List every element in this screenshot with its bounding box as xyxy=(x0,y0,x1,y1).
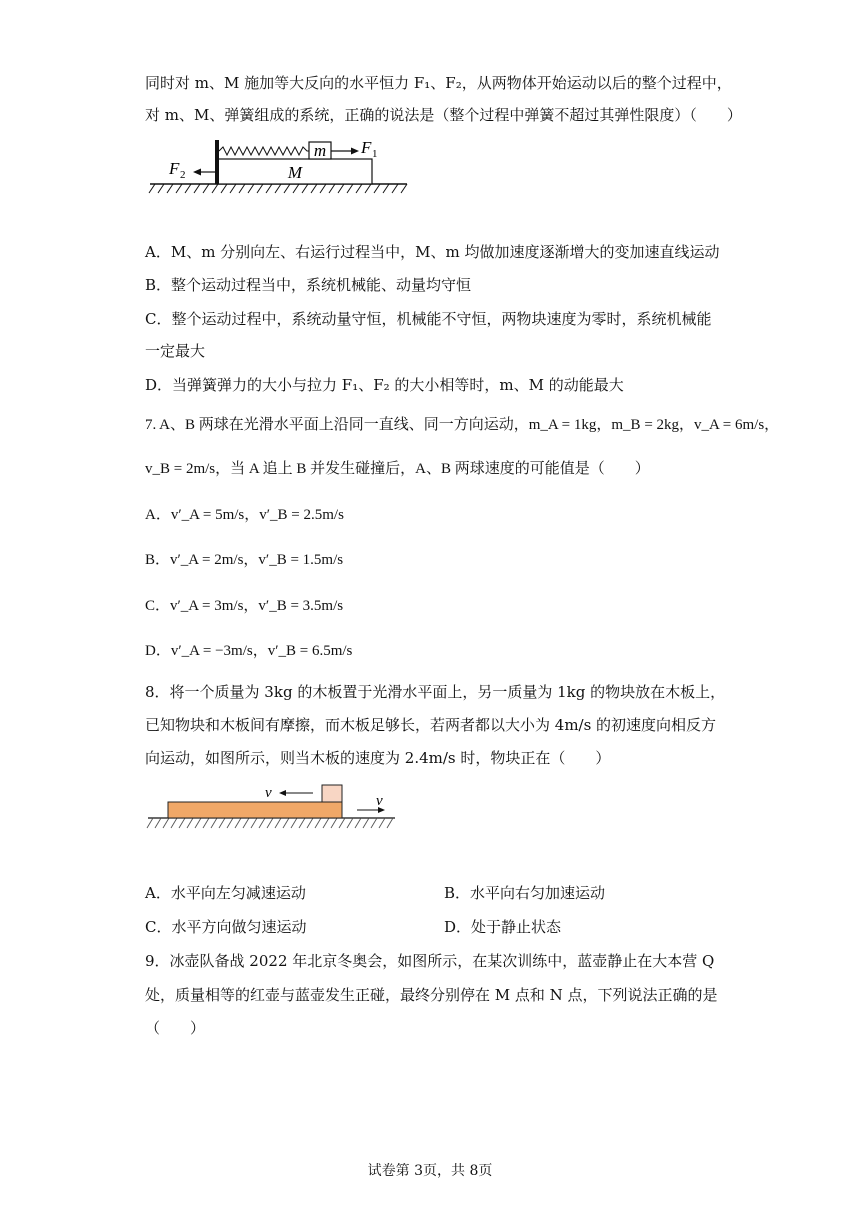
q6-option-c-cont: 一定最大 xyxy=(145,342,206,360)
q7-stem-line-2: v_B = 2m/s，当 A 追上 B 并发生碰撞后，A、B 两球速度的可能值是（ ） xyxy=(145,461,650,477)
q7-option-a: A．v′_A = 5m/s，v′_B = 2.5m/s xyxy=(145,507,344,523)
q8-board-figure xyxy=(145,780,400,836)
q8-option-b: B．水平向右匀加速运动 xyxy=(444,884,606,902)
q6-stem-line-1: 同时对 m、M 施加等大反向的水平恒力 F₁、F₂，从两物体开始运动以后的整个过程中， xyxy=(145,74,732,92)
label-m: m xyxy=(313,141,327,160)
label-F1: F xyxy=(361,138,372,157)
spring xyxy=(219,147,309,155)
q7-option-d: D．v′_A = −3m/s，v′_B = 6.5m/s xyxy=(145,643,353,659)
label-v-right: v xyxy=(376,793,383,809)
q8-stem-line-1: 8．将一个质量为 3kg 的木板置于光滑水平面上，另一质量为 1kg 的物块放在木板上， xyxy=(145,683,726,701)
q8-option-c: C．水平方向做匀速运动 xyxy=(145,918,307,936)
q8-stem-line-2: 已知物块和木板间有摩擦，而木板足够长，若两者都以大小为 4m/s 的初速度向相反方 xyxy=(145,716,717,734)
q7-option-c: C．v′_A = 3m/s，v′_B = 3.5m/s xyxy=(145,598,344,614)
wooden-board xyxy=(168,802,342,818)
q6-option-c: C．整个运动过程中，系统动量守恒，机械能不守恒，两物块速度为零时，系统机械能 xyxy=(145,310,712,328)
q8-stem-line-3: 向运动，如图所示，则当木板的速度为 2.4m/s 时，物块正在（ ） xyxy=(145,749,611,767)
q8-option-d: D．处于静止状态 xyxy=(444,918,562,936)
label-F1-sub: 1 xyxy=(372,148,378,160)
q6-option-b: B．整个运动过程当中，系统机械能、动量均守恒 xyxy=(145,276,472,294)
q8-option-a: A．水平向左匀减速运动 xyxy=(145,884,306,902)
q9-stem-line-2: 处，质量相等的红壶与蓝壶发生正碰，最终分别停在 M 点和 N 点，下列说法正确的是 xyxy=(145,986,718,1004)
q6-stem-line-2: 对 m、M、弹簧组成的系统，正确的说法是（整个过程中弹簧不超过其弹性限度）（ ） xyxy=(145,106,742,124)
q6-option-a: A．M、m 分别向左、右运行过程当中，M、m 均做加速度逐渐增大的变加速直线运动 xyxy=(145,243,720,261)
wall xyxy=(215,140,219,184)
q9-stem-line-1: 9．冰壶队备战 2022 年北京冬奥会，如图所示，在某次训练中，蓝壶静止在大本营 Q xyxy=(145,952,715,970)
page-footer: 试卷第 3页，共 8页 xyxy=(367,1163,493,1179)
q9-stem-line-3: （ ） xyxy=(145,1019,206,1037)
q7-option-b: B．v′_A = 2m/s，v′_B = 1.5m/s xyxy=(145,552,344,568)
label-F2: F xyxy=(169,159,180,178)
q7-stem-line-1: 7. A、B 两球在光滑水平面上沿同一直线、同一方向运动，m_A = 1kg，m_B = 2kg，v_A = 6m/s， xyxy=(145,417,780,433)
label-M: M xyxy=(287,163,303,182)
small-block xyxy=(322,785,342,802)
label-F2-sub: 2 xyxy=(180,169,186,181)
label-v-left: v xyxy=(265,785,272,801)
q6-option-d: D．当弹簧弹力的大小与拉力 F₁、F₂ 的大小相等时，m、M 的动能最大 xyxy=(145,376,624,394)
q6-spring-figure xyxy=(145,132,415,196)
